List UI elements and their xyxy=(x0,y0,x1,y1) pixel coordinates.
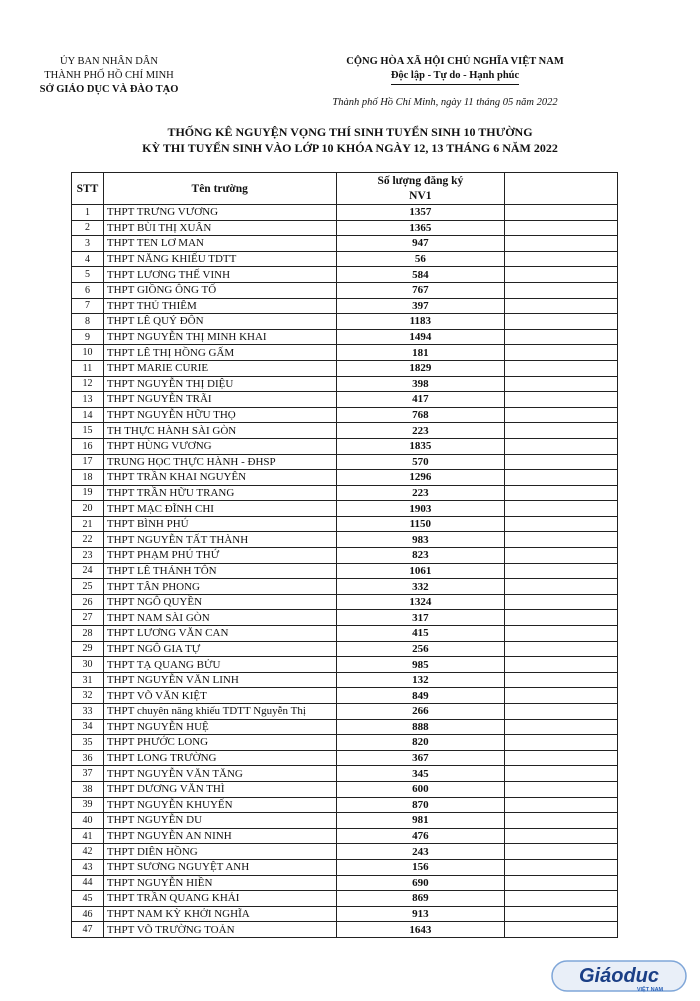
cell-stt: 10 xyxy=(72,345,104,361)
cell-count: 132 xyxy=(336,672,505,688)
cell-school-name: THPT NGUYỄN DU xyxy=(103,813,336,829)
cell-empty xyxy=(505,438,618,454)
cell-stt: 47 xyxy=(72,922,104,938)
cell-count: 1061 xyxy=(336,563,505,579)
table-header-row xyxy=(72,173,618,205)
table-row xyxy=(72,454,618,470)
table-row xyxy=(72,392,618,408)
cell-school-name: THPT LÊ THÁNH TÔN xyxy=(103,563,336,579)
cell-count: 888 xyxy=(336,719,505,735)
cell-empty xyxy=(505,688,618,704)
republic-name: CỘNG HÒA XÃ HỘI CHỦ NGHĨA VIỆT NAM xyxy=(346,56,564,67)
cell-empty xyxy=(505,423,618,439)
title-line-2: KỲ THI TUYỂN SINH VÀO LỚP 10 KHÓA NGÀY 12, 13 THÁNG 6 NĂM 2022 xyxy=(142,141,558,155)
cell-stt: 26 xyxy=(72,594,104,610)
col-header-count-sub: NV1 xyxy=(409,189,432,202)
cell-school-name: THPT BÌNH PHÚ xyxy=(103,516,336,532)
cell-empty xyxy=(505,563,618,579)
cell-school-name: THPT TRƯNG VƯƠNG xyxy=(103,205,336,221)
table-row xyxy=(72,672,618,688)
cell-count: 981 xyxy=(336,813,505,829)
table-row xyxy=(72,828,618,844)
col-header-count xyxy=(336,173,505,205)
table-row xyxy=(72,251,618,267)
cell-school-name: THPT DƯƠNG VĂN THÌ xyxy=(103,781,336,797)
cell-empty xyxy=(505,672,618,688)
col-header-school: Tên trường xyxy=(103,173,336,205)
table-row xyxy=(72,329,618,345)
cell-stt: 1 xyxy=(72,205,104,221)
cell-empty xyxy=(505,407,618,423)
cell-count: 266 xyxy=(336,704,505,720)
registration-table xyxy=(71,172,618,938)
cell-school-name: THPT MARIE CURIE xyxy=(103,360,336,376)
issuer-block xyxy=(24,55,194,97)
cell-empty xyxy=(505,470,618,486)
cell-school-name: THPT NAM KỲ KHỞI NGHĨA xyxy=(103,906,336,922)
cell-empty xyxy=(505,657,618,673)
cell-empty xyxy=(505,267,618,283)
table-row xyxy=(72,844,618,860)
cell-count: 345 xyxy=(336,766,505,782)
cell-school-name: TRUNG HỌC THỰC HÀNH - ĐHSP xyxy=(103,454,336,470)
title-line-1: THỐNG KÊ NGUYỆN VỌNG THÍ SINH TUYỂN SINH 10 THƯỜNG xyxy=(167,125,533,139)
issuer-line-1: ỦY BAN NHÂN DÂN xyxy=(60,56,158,67)
cell-stt: 42 xyxy=(72,844,104,860)
cell-stt: 24 xyxy=(72,563,104,579)
table-row xyxy=(72,438,618,454)
cell-school-name: THPT LƯƠNG THẾ VINH xyxy=(103,267,336,283)
cell-school-name: THPT MẠC ĐĨNH CHI xyxy=(103,501,336,517)
cell-count: 1835 xyxy=(336,438,505,454)
cell-count: 156 xyxy=(336,859,505,875)
cell-school-name: THPT BÙI THỊ XUÂN xyxy=(103,220,336,236)
cell-school-name: THPT NGUYỄN THỊ MINH KHAI xyxy=(103,329,336,345)
cell-stt: 31 xyxy=(72,672,104,688)
cell-empty xyxy=(505,454,618,470)
cell-school-name: THPT NGUYỄN HUỆ xyxy=(103,719,336,735)
cell-count: 570 xyxy=(336,454,505,470)
table-row xyxy=(72,314,618,330)
cell-count: 1903 xyxy=(336,501,505,517)
cell-empty xyxy=(505,532,618,548)
table-row xyxy=(72,781,618,797)
cell-stt: 33 xyxy=(72,704,104,720)
table-row xyxy=(72,750,618,766)
cell-stt: 12 xyxy=(72,376,104,392)
cell-school-name: THPT LÊ THỊ HỒNG GẤM xyxy=(103,345,336,361)
cell-empty xyxy=(505,345,618,361)
cell-stt: 8 xyxy=(72,314,104,330)
cell-empty xyxy=(505,922,618,938)
table-row xyxy=(72,516,618,532)
cell-count: 56 xyxy=(336,251,505,267)
cell-stt: 39 xyxy=(72,797,104,813)
cell-count: 415 xyxy=(336,626,505,642)
giaoduc-logo xyxy=(550,957,688,995)
cell-empty xyxy=(505,859,618,875)
cell-count: 849 xyxy=(336,688,505,704)
cell-stt: 4 xyxy=(72,251,104,267)
cell-empty xyxy=(505,392,618,408)
table-row xyxy=(72,688,618,704)
table-row xyxy=(72,594,618,610)
cell-school-name: THPT TRẦN HỮU TRANG xyxy=(103,485,336,501)
cell-count: 1357 xyxy=(336,205,505,221)
cell-count: 768 xyxy=(336,407,505,423)
cell-stt: 44 xyxy=(72,875,104,891)
cell-empty xyxy=(505,766,618,782)
table-row xyxy=(72,282,618,298)
cell-school-name: THPT NGUYỄN AN NINH xyxy=(103,828,336,844)
cell-empty xyxy=(505,626,618,642)
cell-stt: 45 xyxy=(72,891,104,907)
table-row xyxy=(72,735,618,751)
cell-stt: 11 xyxy=(72,360,104,376)
cell-empty xyxy=(505,485,618,501)
cell-count: 1296 xyxy=(336,470,505,486)
table-row xyxy=(72,267,618,283)
table-row xyxy=(72,906,618,922)
cell-count: 767 xyxy=(336,282,505,298)
cell-count: 913 xyxy=(336,906,505,922)
cell-empty xyxy=(505,314,618,330)
table-row xyxy=(72,376,618,392)
table-row xyxy=(72,704,618,720)
table-row xyxy=(72,220,618,236)
national-motto: Độc lập - Tự do - Hạnh phúc xyxy=(391,69,519,85)
cell-count: 397 xyxy=(336,298,505,314)
table-row xyxy=(72,766,618,782)
cell-empty xyxy=(505,360,618,376)
cell-school-name: THPT TÂN PHONG xyxy=(103,579,336,595)
table-row xyxy=(72,485,618,501)
table-row xyxy=(72,236,618,252)
national-heading xyxy=(320,55,590,85)
table-row xyxy=(72,298,618,314)
cell-stt: 15 xyxy=(72,423,104,439)
cell-school-name: THPT NGUYỄN HỮU THỌ xyxy=(103,407,336,423)
cell-school-name: THPT SƯƠNG NGUYỆT ANH xyxy=(103,859,336,875)
cell-stt: 2 xyxy=(72,220,104,236)
cell-empty xyxy=(505,282,618,298)
table-row xyxy=(72,797,618,813)
cell-stt: 25 xyxy=(72,579,104,595)
cell-empty xyxy=(505,594,618,610)
cell-school-name: THPT PHẠM PHÚ THỨ xyxy=(103,548,336,564)
table-row xyxy=(72,859,618,875)
cell-school-name: THPT LONG TRƯỜNG xyxy=(103,750,336,766)
cell-school-name: THPT GIỒNG ÔNG TỐ xyxy=(103,282,336,298)
cell-count: 398 xyxy=(336,376,505,392)
cell-count: 223 xyxy=(336,423,505,439)
table-row xyxy=(72,532,618,548)
cell-count: 1829 xyxy=(336,360,505,376)
cell-count: 600 xyxy=(336,781,505,797)
cell-stt: 28 xyxy=(72,626,104,642)
cell-school-name: THPT NGÔ QUYỀN xyxy=(103,594,336,610)
cell-stt: 30 xyxy=(72,657,104,673)
cell-stt: 27 xyxy=(72,610,104,626)
cell-empty xyxy=(505,376,618,392)
cell-count: 1494 xyxy=(336,329,505,345)
cell-school-name: THPT NGUYỄN HIỀN xyxy=(103,875,336,891)
cell-school-name: THPT NGÔ GIA TỰ xyxy=(103,641,336,657)
cell-school-name: THPT NGUYỄN VĂN TĂNG xyxy=(103,766,336,782)
cell-empty xyxy=(505,844,618,860)
col-header-empty xyxy=(505,173,618,205)
cell-stt: 35 xyxy=(72,735,104,751)
cell-stt: 3 xyxy=(72,236,104,252)
cell-count: 820 xyxy=(336,735,505,751)
cell-stt: 37 xyxy=(72,766,104,782)
cell-empty xyxy=(505,906,618,922)
cell-stt: 23 xyxy=(72,548,104,564)
cell-empty xyxy=(505,641,618,657)
cell-school-name: THPT NAM SÀI GÒN xyxy=(103,610,336,626)
cell-count: 1324 xyxy=(336,594,505,610)
cell-empty xyxy=(505,236,618,252)
cell-stt: 13 xyxy=(72,392,104,408)
cell-school-name: THPT LÊ QUÝ ĐÔN xyxy=(103,314,336,330)
cell-school-name: THPT HÙNG VƯƠNG xyxy=(103,438,336,454)
cell-school-name: THPT chuyên năng khiếu TDTT Nguyễn Thị xyxy=(103,704,336,720)
cell-empty xyxy=(505,205,618,221)
cell-count: 417 xyxy=(336,392,505,408)
cell-empty xyxy=(505,516,618,532)
cell-count: 823 xyxy=(336,548,505,564)
cell-school-name: THPT NGUYỄN VĂN LINH xyxy=(103,672,336,688)
table-row xyxy=(72,345,618,361)
cell-school-name: THPT NGUYỄN TẤT THÀNH xyxy=(103,532,336,548)
table-row xyxy=(72,205,618,221)
table-row xyxy=(72,875,618,891)
cell-count: 1365 xyxy=(336,220,505,236)
issuer-line-2: THÀNH PHỐ HỒ CHÍ MINH xyxy=(44,70,174,81)
table-row xyxy=(72,719,618,735)
cell-empty xyxy=(505,548,618,564)
table-row xyxy=(72,657,618,673)
cell-count: 947 xyxy=(336,236,505,252)
table-row xyxy=(72,501,618,517)
table-row xyxy=(72,813,618,829)
cell-count: 476 xyxy=(336,828,505,844)
cell-school-name: THPT PHƯỚC LONG xyxy=(103,735,336,751)
cell-stt: 43 xyxy=(72,859,104,875)
cell-count: 223 xyxy=(336,485,505,501)
cell-empty xyxy=(505,610,618,626)
cell-stt: 32 xyxy=(72,688,104,704)
cell-count: 985 xyxy=(336,657,505,673)
cell-school-name: THPT TEN LƠ MAN xyxy=(103,236,336,252)
cell-empty xyxy=(505,220,618,236)
cell-empty xyxy=(505,750,618,766)
cell-count: 690 xyxy=(336,875,505,891)
cell-count: 1183 xyxy=(336,314,505,330)
cell-count: 1643 xyxy=(336,922,505,938)
cell-stt: 14 xyxy=(72,407,104,423)
cell-stt: 36 xyxy=(72,750,104,766)
table-row xyxy=(72,641,618,657)
cell-stt: 17 xyxy=(72,454,104,470)
table-row xyxy=(72,407,618,423)
cell-count: 332 xyxy=(336,579,505,595)
cell-stt: 22 xyxy=(72,532,104,548)
cell-school-name: TH THỰC HÀNH SÀI GÒN xyxy=(103,423,336,439)
cell-count: 584 xyxy=(336,267,505,283)
col-header-count-label: Số lượng đăng ký xyxy=(377,174,464,187)
cell-count: 1150 xyxy=(336,516,505,532)
table-row xyxy=(72,891,618,907)
cell-stt: 18 xyxy=(72,470,104,486)
cell-school-name: THPT TRẦN QUANG KHẢI xyxy=(103,891,336,907)
cell-school-name: THPT TẠ QUANG BỬU xyxy=(103,657,336,673)
cell-empty xyxy=(505,579,618,595)
cell-stt: 41 xyxy=(72,828,104,844)
cell-stt: 5 xyxy=(72,267,104,283)
cell-count: 367 xyxy=(336,750,505,766)
cell-empty xyxy=(505,704,618,720)
cell-stt: 19 xyxy=(72,485,104,501)
cell-stt: 16 xyxy=(72,438,104,454)
cell-stt: 9 xyxy=(72,329,104,345)
table-row xyxy=(72,610,618,626)
cell-stt: 38 xyxy=(72,781,104,797)
cell-empty xyxy=(505,298,618,314)
cell-school-name: THPT DIÊN HỒNG xyxy=(103,844,336,860)
document-title xyxy=(0,124,700,156)
cell-empty xyxy=(505,735,618,751)
cell-stt: 29 xyxy=(72,641,104,657)
table-row xyxy=(72,360,618,376)
cell-count: 983 xyxy=(336,532,505,548)
cell-empty xyxy=(505,501,618,517)
cell-count: 256 xyxy=(336,641,505,657)
table-row xyxy=(72,470,618,486)
cell-empty xyxy=(505,251,618,267)
table-row xyxy=(72,579,618,595)
cell-stt: 34 xyxy=(72,719,104,735)
cell-stt: 46 xyxy=(72,906,104,922)
cell-stt: 40 xyxy=(72,813,104,829)
cell-empty xyxy=(505,329,618,345)
cell-empty xyxy=(505,719,618,735)
cell-school-name: THPT VÕ VĂN KIỆT xyxy=(103,688,336,704)
cell-school-name: THPT THỦ THIÊM xyxy=(103,298,336,314)
cell-empty xyxy=(505,781,618,797)
table-row xyxy=(72,423,618,439)
cell-school-name: THPT NĂNG KHIẾU TDTT xyxy=(103,251,336,267)
cell-stt: 6 xyxy=(72,282,104,298)
cell-count: 870 xyxy=(336,797,505,813)
cell-school-name: THPT TRẦN KHAI NGUYÊN xyxy=(103,470,336,486)
col-header-stt: STT xyxy=(72,173,104,205)
cell-count: 181 xyxy=(336,345,505,361)
cell-school-name: THPT NGUYỄN TRÃI xyxy=(103,392,336,408)
cell-count: 317 xyxy=(336,610,505,626)
cell-count: 243 xyxy=(336,844,505,860)
cell-school-name: THPT LƯƠNG VĂN CAN xyxy=(103,626,336,642)
table-row xyxy=(72,626,618,642)
cell-empty xyxy=(505,797,618,813)
cell-empty xyxy=(505,891,618,907)
table-row xyxy=(72,563,618,579)
cell-school-name: THPT NGUYỄN THỊ DIỆU xyxy=(103,376,336,392)
logo-text: Giáoduc xyxy=(578,965,660,987)
document-date: Thành phố Hồ Chí Minh, ngày 11 tháng 05 năm 2022 xyxy=(332,97,558,108)
cell-empty xyxy=(505,813,618,829)
cell-empty xyxy=(505,828,618,844)
table-row xyxy=(72,548,618,564)
issuer-line-3: SỞ GIÁO DỤC VÀ ĐÀO TẠO xyxy=(39,84,179,95)
table-row xyxy=(72,922,618,938)
cell-count: 869 xyxy=(336,891,505,907)
cell-school-name: THPT VÕ TRƯỜNG TOẢN xyxy=(103,922,336,938)
logo-subtext: VIỆT NAM xyxy=(636,987,664,993)
cell-stt: 7 xyxy=(72,298,104,314)
cell-stt: 21 xyxy=(72,516,104,532)
cell-stt: 20 xyxy=(72,501,104,517)
cell-school-name: THPT NGUYỄN KHUYẾN xyxy=(103,797,336,813)
cell-empty xyxy=(505,875,618,891)
